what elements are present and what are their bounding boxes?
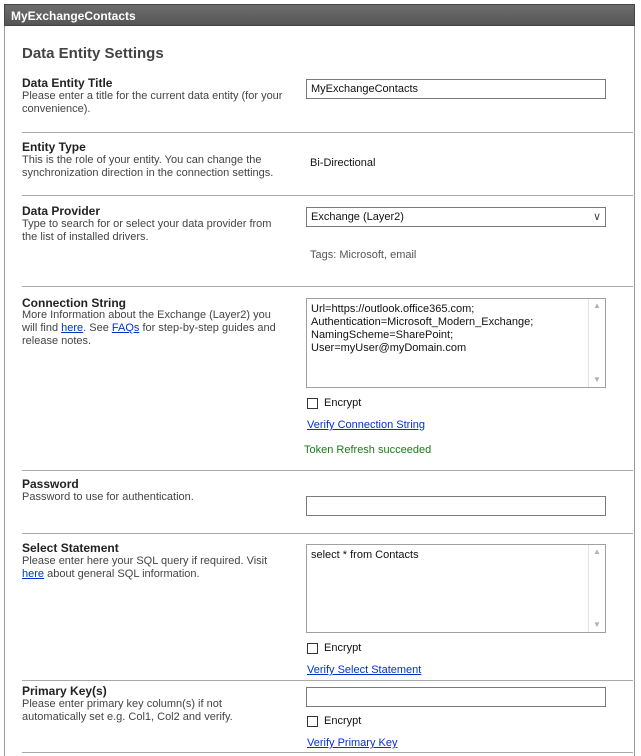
password-description: Password to use for authentication. <box>22 491 194 503</box>
scroll-up-arrow-icon[interactable]: ▲ <box>593 547 601 556</box>
connection-string-value: Url=https://outlook.office365.com; Authentication=Microsoft_Modern_Exchange; NamingScheme=SharePoint; User=myUser@myDomain.com <box>311 303 534 354</box>
title-description: Please enter a title for the current data entity (for your convenience). <box>22 90 283 115</box>
encrypt-label: Encrypt <box>324 642 362 655</box>
faqs-link[interactable]: FAQs <box>111 322 140 334</box>
verify-primary-key-link[interactable]: Verify Primary Key <box>307 737 398 749</box>
entity-type-description: This is the role of your entity. You can change the synchronization direction in the connection settings. <box>22 154 274 179</box>
provider-tags: Tags: Microsoft, email <box>310 249 417 261</box>
provider-select-value: Exchange (Layer2) <box>311 211 404 223</box>
select-desc-text: about general SQL information. <box>44 568 200 580</box>
select-desc-text: Please enter here your SQL query if required. Visit <box>22 555 268 567</box>
separator <box>22 132 633 133</box>
select-statement-label: Select Statement <box>22 541 119 555</box>
title-label: Data Entity Title <box>22 76 113 90</box>
connection-string-textarea[interactable] <box>306 298 606 388</box>
select-encrypt-checkbox[interactable] <box>307 642 361 654</box>
primary-key-input[interactable] <box>306 687 606 707</box>
select-statement-value: select * from Contacts <box>311 549 419 561</box>
scroll-down-arrow-icon[interactable]: ▼ <box>593 620 601 629</box>
verify-select-link[interactable]: Verify Select Statement <box>307 664 422 676</box>
token-status: Token Refresh succeeded <box>304 444 432 456</box>
provider-label: Data Provider <box>22 204 101 218</box>
primary-key-description: Please enter primary key column(s) if not automatically set e.g. Col1, Col2 and verify. <box>22 698 233 723</box>
encrypt-label: Encrypt <box>324 397 362 410</box>
select-statement-description <box>22 555 284 581</box>
chevron-down-icon[interactable]: ∨ <box>592 211 601 223</box>
connection-desc-text: for step-by-step guides and release notes. <box>22 322 276 347</box>
textarea-scrollbar[interactable] <box>588 545 605 632</box>
verify-connection-link[interactable]: Verify Connection String <box>307 419 426 431</box>
password-input[interactable] <box>306 496 606 516</box>
entity-type-label: Entity Type <box>22 140 86 154</box>
connection-encrypt-checkbox[interactable] <box>307 397 361 409</box>
window-title: MyExchangeContacts <box>4 4 635 26</box>
primary-key-encrypt-checkbox[interactable] <box>307 715 361 727</box>
connection-desc-text: . See <box>83 322 112 334</box>
sql-here-link[interactable]: here <box>22 568 45 580</box>
provider-description: Type to search for or select your data provider from the list of installed drivers. <box>22 218 272 243</box>
connection-desc-text: More Information about the Exchange (Layer2) you will find <box>22 309 271 334</box>
connection-description <box>22 309 284 348</box>
separator <box>22 470 633 471</box>
select-statement-textarea[interactable] <box>306 544 606 633</box>
separator <box>22 195 633 196</box>
checkbox-box[interactable] <box>307 643 318 654</box>
separator <box>22 680 633 681</box>
section-title: Data Entity Settings <box>22 45 164 62</box>
primary-key-label: Primary Key(s) <box>22 684 107 698</box>
password-label: Password <box>22 477 79 491</box>
textarea-scrollbar[interactable] <box>588 299 605 387</box>
separator <box>22 752 633 753</box>
encrypt-label: Encrypt <box>324 715 362 728</box>
checkbox-box[interactable] <box>307 716 318 727</box>
entity-type-value: Bi-Directional <box>310 157 376 169</box>
scroll-down-arrow-icon[interactable]: ▼ <box>593 375 601 384</box>
connection-here-link[interactable]: here <box>61 322 84 334</box>
connection-label: Connection String <box>22 296 126 310</box>
separator <box>22 286 633 287</box>
provider-select[interactable] <box>306 207 606 227</box>
title-input[interactable] <box>306 79 606 99</box>
scroll-up-arrow-icon[interactable]: ▲ <box>593 301 601 310</box>
separator <box>22 533 633 534</box>
checkbox-box[interactable] <box>307 398 318 409</box>
